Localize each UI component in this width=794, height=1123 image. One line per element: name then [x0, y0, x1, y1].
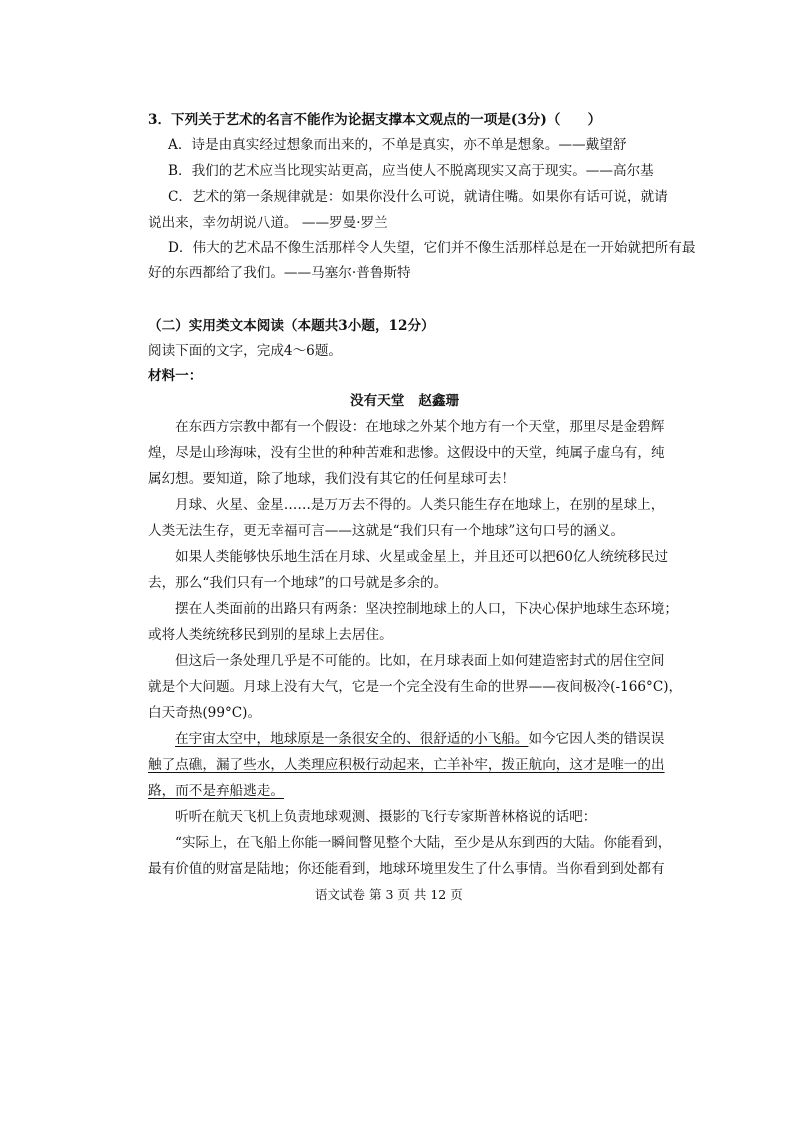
article-line: 在东西方宗教中都有一个假设：在地球之外某个地方有一个天堂，那里尽是金碧辉 [175, 419, 665, 435]
page-footer: 语文试卷 第 3 页 共 12 页 [315, 887, 463, 902]
article-line: 听听在航天飞机上负责地球观测、摄影的飞行专家斯普林格说的话吧： [175, 809, 597, 825]
article-line: 摆在人类面前的出路只有两条：坚决控制地球上的人口，下决心保护地球生态环境； [175, 601, 678, 617]
article-line: 白天奇热(99°C)。 [148, 705, 262, 721]
article-line: 人类无法生存，更无幸福可言——这就是“我们只有一个地球”这句口号的涵义。 [148, 523, 625, 539]
article-text-segment: 如今它因人类的错误误 [528, 731, 665, 747]
article-line: 如果人类能够快乐地生活在月球、火星或金星上，并且还可以把60亿人统统移民过 [175, 549, 669, 565]
article-line: 煌，尽是山珍海味，没有尘世的种种苦难和悲惨。这假设中的天堂，纯属子虚乌有，纯 [148, 445, 665, 461]
question-3-option-d-cont: 好的东西都给了我们。——马塞尔·普鲁斯特 [148, 265, 411, 281]
article-line: 就是个大问题。月球上没有大气，它是一个完全没有生命的世界——夜间极冷(-166°C)， [148, 679, 683, 695]
article-line: 去，那么“我们只有一个地球”的口号就是多余的。 [148, 575, 448, 591]
article-line: 最有价值的财富是陆地；你还能看到，地球环境里发生了什么事情。当你看到到处都有 [148, 861, 665, 877]
question-3-option-d: D．伟大的艺术品不像生活那样令人失望，它们并不像生活那样总是在一开始就把所有最 [168, 240, 696, 256]
article-title: 没有天堂 [350, 393, 405, 409]
question-3-option-b: B．我们的艺术应当比现实站更高，应当使人不脱离现实又高于现实。——高尔基 [168, 163, 654, 179]
question-3-option-c: C．艺术的第一条规律就是：如果你没什么可说，就请住嘴。如果你有话可说，就请 [168, 189, 668, 205]
section-instruction: 阅读下面的文字，完成4～6题。 [148, 343, 343, 359]
article-heading [350, 391, 459, 411]
question-3-stem: 3．下列关于艺术的名言不能作为论据支撑本文观点的一项是(3分)（ ） [148, 112, 602, 128]
material-label: 材料一： [148, 368, 203, 384]
underlined-text: 在宇宙太空中，地球原是一条很安全的、很舒适的小飞船。 [175, 731, 529, 747]
article-line: 或将人类统统移民到别的星球上去居住。 [148, 627, 393, 643]
article-line: “实际上，在飞船上你能一瞬间瞥见整个大陆，至少是从东到西的大陆。你能看到， [175, 835, 672, 851]
article-line-underlined: 路，而不是弃船逃走。 [148, 783, 284, 799]
section-heading: （二）实用类文本阅读（本题共3小题，12分） [148, 318, 435, 334]
question-3-option-a: A．诗是由真实经过想象而出来的，不单是真实，亦不单是想象。——戴望舒 [168, 137, 627, 153]
article-line-underlined [175, 729, 664, 749]
article-author: 赵鑫珊 [418, 393, 460, 409]
article-line: 属幻想。要知道，除了地球，我们没有其它的任何星球可去！ [148, 471, 516, 487]
article-line-underlined: 触了点礁，漏了些水，人类理应积极行动起来，亡羊补牢，拨正航向，这才是唯一的出 [148, 757, 665, 773]
question-3-option-c-cont: 说出来，幸勿胡说八道。 ——罗曼·罗兰 [148, 215, 388, 231]
article-line: 月球、火星、金星……是万万去不得的。人类只能生存在地球上，在别的星球上， [175, 497, 665, 513]
article-line: 但这后一条处理几乎是不可能的。比如，在月球表面上如何建造密封式的居住空间 [175, 653, 665, 669]
